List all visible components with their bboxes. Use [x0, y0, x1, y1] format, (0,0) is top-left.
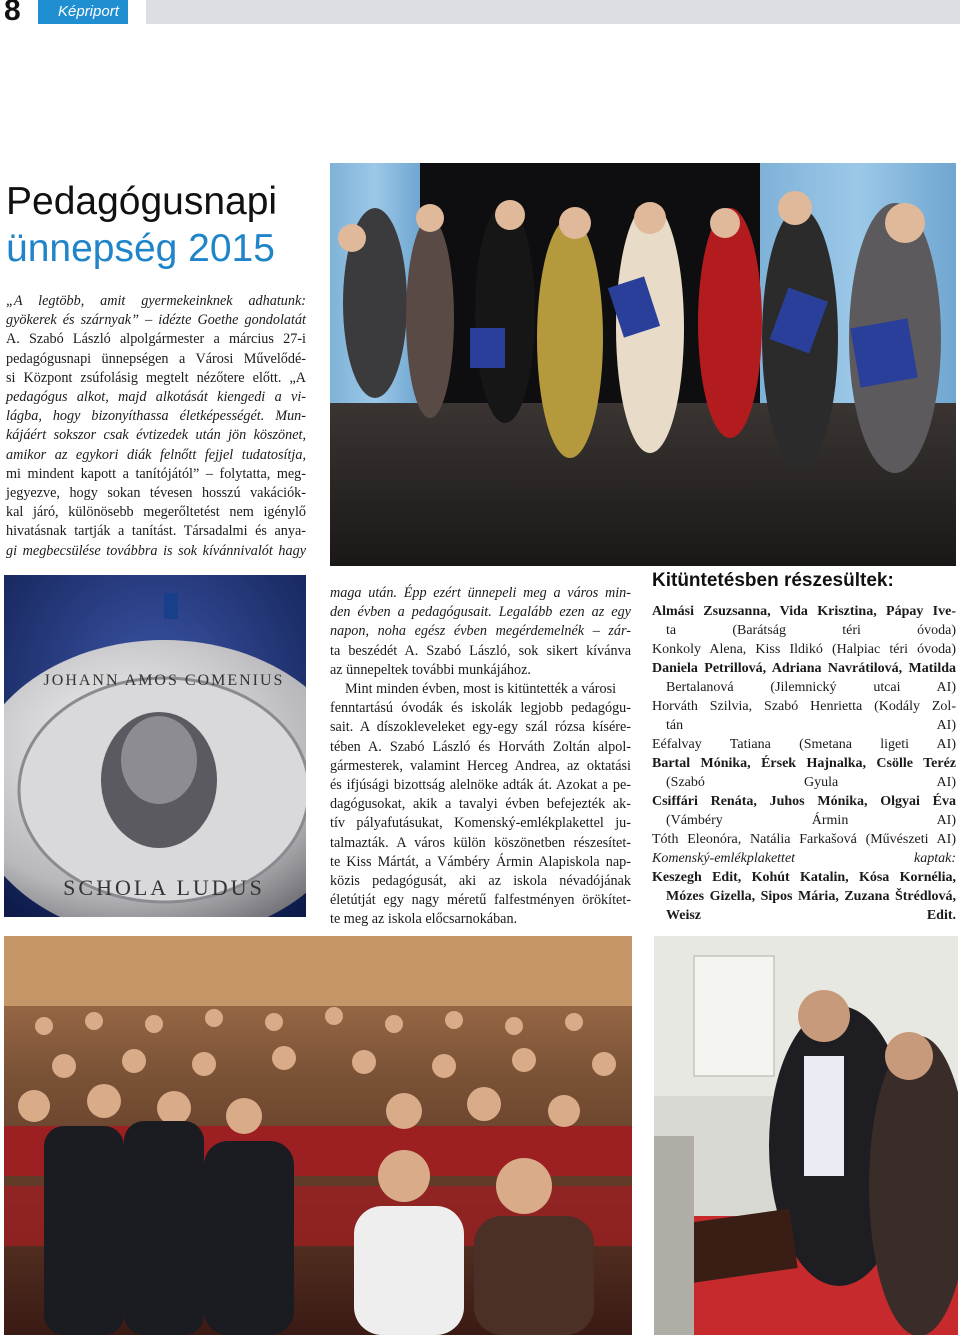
text-line: te meg az iskola előcsarnokában.	[330, 911, 518, 928]
award-line: Keszegh Edit, Kohút Katalin, Kósa Kornélia,	[652, 870, 956, 885]
award-line: tán AI)	[666, 718, 956, 733]
award-line: Eéfalvay Tatiana (Smetana ligeti AI)	[652, 737, 956, 752]
award-line: ta (Barátság téri óvoda)	[666, 623, 956, 638]
award-line: Horváth Szilvia, Szabó Henrietta (Kodály Zol-	[652, 699, 956, 714]
title-line-2: ünnepség 2015	[6, 227, 275, 270]
text-line: fenntartású óvodák és iskolák legjobb pedagógu-	[330, 700, 631, 717]
text-line: si Központ zsúfolásig megtelt nézőtere előtt. „A	[6, 369, 306, 386]
award-line: Daniela Petrillová, Adriana Navrátilová, Matilda	[652, 661, 956, 676]
text-line: pedagógus alkot, majd alkotását kiengedi a vi-	[6, 389, 306, 406]
text-line: ta beszédét A. Szabó László, sok sikert kívánva	[330, 642, 631, 659]
award-line: Konkoly Alena, Kiss Ildikó (Halpiac téri óvoda)	[652, 642, 956, 657]
text-line: gi megbecsülése továbbra is sok kívánnivalót hagy	[6, 542, 306, 559]
photo-audience	[4, 936, 632, 1335]
text-line: közis pedagógusát, aki az iskola névadójának	[330, 873, 631, 890]
text-line: napon, noha egész évben megérdemelnék – zár-	[330, 623, 631, 640]
text-line: tív pályafutásukat, Komenský-emlékplakettel ju-	[330, 815, 631, 832]
award-line: (Szabó Gyula AI)	[666, 775, 956, 790]
medal-inscription-top: JOHANN AMOS COMENIUS	[43, 672, 285, 689]
text-line: lágba, hogy bizonyíthassa életképességét. Mun-	[6, 408, 306, 425]
text-line: talmazták. A város külön köszönetben részesítet-	[330, 834, 631, 851]
photo-cake-cutting	[654, 936, 958, 1335]
medal-inscription-bottom: SCHOLA LUDUS	[63, 875, 265, 900]
header-bar	[146, 0, 960, 24]
award-line: Csiffári Renáta, Juhos Mónika, Olgyai Éva	[652, 794, 956, 809]
text-line: Mint minden évben, most is kitüntették a városi	[344, 681, 617, 698]
text-line: dagógusokat, akik a tavalyi évben befejezték ak-	[330, 796, 631, 813]
award-line: Mózes Gizella, Sipos Mária, Zuzana Štrédlová,	[666, 889, 956, 904]
award-line: (Vámbéry Ármin AI)	[666, 813, 956, 828]
text-line: jegyezve, hogy sokan tévesen hosszú vakációk-	[6, 485, 306, 502]
text-line: kájáért sokszor csak évtizedek után jön köszönet,	[6, 427, 306, 444]
article-column-1	[6, 292, 306, 561]
award-line: Weisz Edit.	[666, 908, 956, 923]
text-line: gyökerek és szárnyak” – idézte Goethe gondolatát	[6, 312, 306, 329]
text-line: mi mindent kapott a tanítójától” – folytatta, meg-	[6, 465, 306, 482]
award-line: Komenský-emlékplakettet kaptak:	[652, 851, 956, 866]
photo-awardees-stage	[330, 163, 956, 566]
text-line: tében A. Szabó László és Horváth Zoltán alpol-	[330, 738, 631, 755]
page-number: 8	[4, 0, 21, 27]
award-line: Tóth Eleonóra, Natália Farkašová (Művészeti AI)	[652, 832, 956, 847]
article-column-2	[330, 584, 631, 930]
text-line: A. Szabó László alpolgármester a március 27-i	[6, 331, 306, 348]
text-line: te Kiss Mártát, a Vámbéry Ármin Alapiskola nap-	[330, 853, 631, 870]
award-line: Bertalanová (Jilemnický utcai AI)	[666, 680, 956, 695]
title-line-1: Pedagógusnapi	[6, 180, 278, 223]
text-line: hivatásnak tartják a tanítást. Társadalmi és anya-	[6, 523, 306, 540]
photo-comenius-medal	[4, 575, 306, 917]
award-line: Bartal Mónika, Érsek Hajnalka, Csölle Teréz	[652, 756, 956, 771]
text-line: az ünnepeltek további munkájához.	[330, 661, 531, 678]
text-line: sait. A díszokleveleket egy-egy szál rózsa kísére-	[330, 719, 631, 736]
text-line: és ifjúsági bizottság alelnöke adták át. Azokat a pe-	[330, 777, 631, 794]
text-line: maga után. Épp ezért ünnepeli meg a város min-	[330, 585, 631, 601]
section-label: Képriport	[38, 0, 128, 24]
award-line: Almási Zsuzsanna, Vida Krisztina, Pápay Ive-	[652, 604, 956, 619]
text-line: pedagógusnapi ünnepségen a Városi Művelődé-	[6, 350, 306, 367]
awards-list	[652, 602, 956, 925]
text-line: életútját egy nagy méretű falfestményen örökítet-	[330, 892, 631, 909]
text-line: kal járó, különösebb megerőltetést nem igénylő	[6, 504, 306, 521]
text-line: gármesterek, valamint Herceg Andrea, az oktatási	[330, 757, 631, 774]
text-line: „A legtöbb, amit gyermekeinknek adhatunk:	[6, 293, 306, 309]
awards-title: Kitüntetésben részesültek:	[652, 570, 894, 591]
article-title	[6, 178, 326, 272]
text-line: den évben a pedagógusait. Legalább ezen az egy	[330, 604, 631, 621]
text-line: amikor az egykori diák felnőtt fejjel tudatosítja,	[6, 446, 306, 463]
